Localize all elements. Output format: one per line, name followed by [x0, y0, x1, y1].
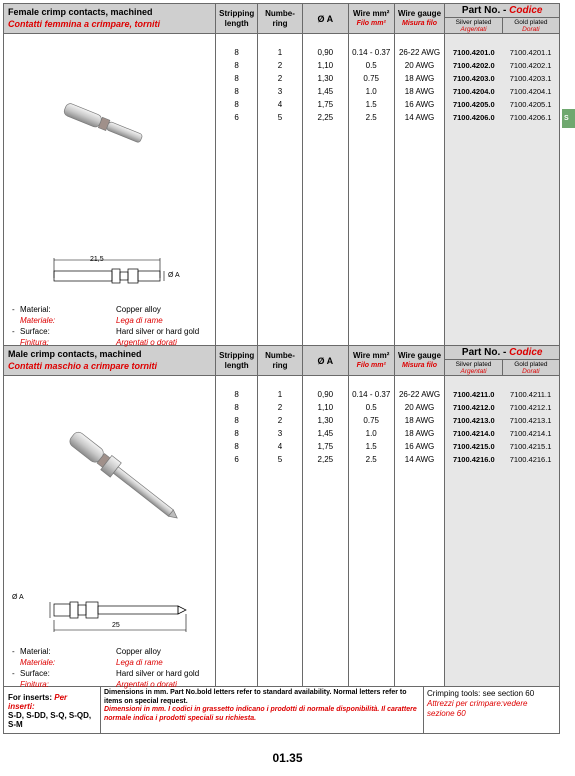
- header-numbering: [258, 346, 303, 375]
- female-gauge-cell: 20 AWG: [404, 61, 435, 70]
- female-gauge-cell: 14 AWG: [404, 113, 435, 122]
- male-surface-value-it: Argentati o dorati: [116, 680, 177, 689]
- female-material-dash: -: [12, 305, 15, 314]
- header-part-sub: [445, 359, 559, 375]
- header-part-title: [445, 4, 559, 17]
- female-numbering-col: [258, 34, 303, 345]
- female-oa-label: Ø A: [168, 272, 180, 279]
- female-gold-cell: 7100.4202.1: [509, 61, 552, 70]
- footer-note-en: Dimensions in mm. Part No.bold letters refer to standard availability. Normal letters refer to items on special request.: [104, 689, 407, 705]
- female-numbering-cell: 2: [277, 61, 283, 70]
- female-gauge-cell: 26-22 AWG: [398, 48, 441, 57]
- male-oa-cell: 1,30: [317, 416, 334, 425]
- male-material-label-it: Materiale:: [20, 658, 56, 667]
- female-numbering-cell: 1: [277, 48, 283, 57]
- male-gauge-col: [395, 376, 446, 686]
- header-part: [445, 346, 559, 375]
- footer-tools-it: Attrezzi per crimpare:vedere sezione 60: [427, 699, 528, 718]
- header-wire-en: Wire mm²: [352, 8, 390, 18]
- female-wire-cell: 2.5: [365, 113, 377, 122]
- female-wire-cell: 0.14 - 0.37: [352, 48, 391, 57]
- header-part: [445, 4, 559, 33]
- footer-tools: [424, 687, 559, 733]
- female-title: Female crimp contacts, machined: [8, 7, 153, 17]
- male-wire-cell: 1.0: [365, 429, 377, 438]
- male-material-dash: -: [12, 647, 15, 656]
- female-surface-dash: -: [12, 327, 15, 336]
- female-gauge-cell: 16 AWG: [404, 100, 435, 109]
- male-gold-cell: 7100.4214.1: [509, 429, 552, 438]
- header-gauge-en: Wire gauge: [397, 8, 442, 18]
- header-wire-en: Wire mm²: [352, 350, 390, 360]
- female-dimension-label: 21,5: [90, 256, 104, 263]
- male-stripping-cell: 8: [234, 416, 239, 425]
- footer-inserts-list: S-D, S-DD, S-Q, S-QD, S-M: [8, 711, 92, 729]
- male-gauge-cell: 18 AWG: [404, 416, 435, 425]
- male-wire-cell: 1.5: [365, 442, 377, 451]
- male-oa-cell: 1,10: [317, 403, 334, 412]
- female-silver-cell: 7100.4204.0: [452, 87, 495, 96]
- header-part-en: Part No.: [461, 5, 501, 16]
- female-oa-cell: 1,10: [317, 61, 334, 70]
- male-oa-cell: 0,90: [317, 390, 334, 399]
- male-stripping-cell: 8: [234, 403, 239, 412]
- female-material-label-it: Materiale:: [20, 316, 56, 325]
- header-stripping: [216, 346, 258, 375]
- header-silver-it: Argentati: [460, 368, 487, 375]
- male-material-value: Copper alloy: [116, 647, 161, 656]
- male-gold-cell: 7100.4211.1: [510, 390, 552, 399]
- female-silver-col: [445, 34, 502, 345]
- female-wire-col: [349, 34, 395, 345]
- female-oa-cell: 1,30: [317, 74, 334, 83]
- male-gold-cell: 7100.4215.1: [509, 442, 552, 451]
- female-wire-cell: 0.5: [365, 61, 377, 70]
- male-dimension-label: 25: [112, 622, 120, 629]
- female-stripping-cell: 6: [234, 113, 239, 122]
- female-wire-cell: 1.5: [365, 100, 377, 109]
- male-surface-dash: -: [12, 669, 15, 678]
- male-oa-cell: 2,25: [317, 455, 334, 464]
- male-numbering-cell: 1: [277, 390, 283, 399]
- male-wire-cell: 0.5: [365, 403, 377, 412]
- male-contact-image: [56, 428, 196, 528]
- header-stripping-2: length: [224, 360, 249, 370]
- datasheet: [3, 3, 560, 734]
- female-header-row: [4, 4, 559, 34]
- female-body-row: [4, 34, 559, 346]
- header-numbering-2: ring: [272, 18, 288, 28]
- female-oa-col: [303, 34, 349, 345]
- female-material-label: Material:: [20, 305, 51, 314]
- male-silver-cell: 7100.4214.0: [452, 429, 495, 438]
- male-gauge-cell: 20 AWG: [404, 403, 435, 412]
- male-numbering-cell: 3: [277, 429, 283, 438]
- male-stripping-cell: 6: [234, 455, 239, 464]
- header-numbering-1: Numbe-: [265, 350, 295, 360]
- male-silver-cell: 7100.4216.0: [452, 455, 495, 464]
- female-gauge-cell: 18 AWG: [404, 74, 435, 83]
- male-numbering-cell: 2: [277, 403, 283, 412]
- female-wire-cell: 1.0: [365, 87, 377, 96]
- footer-inserts: [4, 687, 101, 733]
- footer-note-it: Dimensioni in mm. I codici in grassetto indicano i prodotti di normale disponibilità. Il carattere normale indica i prodotti speciali su richiesta.: [104, 706, 417, 722]
- header-stripping-1: Stripping: [219, 8, 255, 18]
- male-title-cell: [4, 346, 216, 375]
- female-gauge-col: [395, 34, 446, 345]
- male-oa-col: [303, 376, 349, 686]
- female-stripping-cell: 8: [234, 74, 239, 83]
- male-dimension-drawing: [40, 598, 200, 638]
- male-surface-label: Surface:: [20, 669, 50, 678]
- male-oa-cell: 1,45: [317, 429, 334, 438]
- header-silver: [445, 18, 502, 33]
- male-header-row: [4, 346, 559, 376]
- female-stripping-cell: 8: [234, 61, 239, 70]
- header-oa: Ø A: [303, 346, 349, 375]
- female-material-value-it: Lega di rame: [116, 316, 163, 325]
- male-wire-cell: 0.75: [363, 416, 379, 425]
- male-silver-cell: 7100.4215.0: [452, 442, 495, 451]
- male-gold-col: [502, 376, 559, 686]
- footer: [4, 687, 559, 733]
- male-silver-cell: 7100.4211.0: [453, 390, 495, 399]
- male-stripping-cell: 8: [234, 429, 239, 438]
- header-gauge-it: Misura filo: [401, 361, 437, 369]
- female-oa-cell: 0,90: [317, 48, 334, 57]
- header-gauge-it: Misura filo: [401, 19, 437, 27]
- header-silver-en: Silver plated: [455, 361, 492, 368]
- header-gauge-en: Wire gauge: [397, 350, 442, 360]
- header-part-sep: -: [500, 5, 510, 16]
- male-stripping-col: [216, 376, 258, 686]
- header-gauge: [395, 346, 446, 375]
- female-surface-label: Surface:: [20, 327, 50, 336]
- female-numbering-cell: 5: [277, 113, 283, 122]
- male-material-label: Material:: [20, 647, 51, 656]
- female-numbering-cell: 4: [277, 100, 283, 109]
- female-silver-cell: 7100.4201.0: [452, 48, 495, 57]
- female-surface-value: Hard silver or hard gold: [116, 327, 200, 336]
- male-gold-cell: 7100.4213.1: [509, 416, 552, 425]
- header-gold: [503, 18, 559, 33]
- male-surface-label-it: Finitura:: [20, 680, 49, 689]
- male-body-row: [4, 376, 559, 687]
- header-numbering-1: Numbe-: [265, 8, 295, 18]
- male-gold-cell: 7100.4212.1: [509, 403, 552, 412]
- male-description: [4, 376, 216, 689]
- male-title: Male crimp contacts, machined: [8, 349, 142, 359]
- header-silver-en: Silver plated: [455, 19, 492, 26]
- female-oa-cell: 1,75: [317, 100, 334, 109]
- header-numbering: [258, 4, 303, 33]
- header-wire: [349, 346, 395, 375]
- header-oa: Ø A: [303, 4, 349, 33]
- female-gauge-cell: 18 AWG: [404, 87, 435, 96]
- male-gauge-cell: 14 AWG: [404, 455, 435, 464]
- section-tab[interactable]: S D: [562, 109, 575, 128]
- male-surface-value: Hard silver or hard gold: [116, 669, 200, 678]
- male-wire-cell: 0.14 - 0.37: [352, 390, 391, 399]
- male-silver-col: [445, 376, 502, 686]
- header-wire-it: Filo mm²: [356, 19, 386, 27]
- male-gauge-cell: 26-22 AWG: [398, 390, 441, 399]
- male-oa-cell: 1,75: [317, 442, 334, 451]
- female-material: [12, 304, 199, 348]
- female-part-col: [445, 34, 559, 345]
- footer-note: [101, 687, 424, 733]
- female-gold-cell: 7100.4205.1: [509, 100, 552, 109]
- header-part-it: Codice: [509, 347, 543, 358]
- female-stripping-cell: 8: [234, 48, 239, 57]
- female-surface-value-it: Argentati o dorati: [116, 338, 177, 347]
- female-gold-cell: 7100.4203.1: [509, 74, 552, 83]
- male-wire-col: [349, 376, 395, 686]
- female-title-it: Contatti femmina a crimpare, torniti: [8, 19, 161, 29]
- female-contact-image: [56, 89, 151, 159]
- female-oa-cell: 2,25: [317, 113, 334, 122]
- male-title-it: Contatti maschio a crimpare torniti: [8, 361, 158, 371]
- header-gold-en: Gold plated: [514, 361, 548, 368]
- male-part-col: [445, 376, 559, 686]
- header-numbering-2: ring: [272, 360, 288, 370]
- header-wire: [349, 4, 395, 33]
- footer-tools-en: Crimping tools: see section 60: [427, 689, 535, 698]
- female-stripping-cell: 8: [234, 100, 239, 109]
- header-part-sub: [445, 17, 559, 33]
- header-part-title: [445, 346, 559, 359]
- male-gold-cell: 7100.4216.1: [509, 455, 552, 464]
- female-material-value: Copper alloy: [116, 305, 161, 314]
- female-gold-cell: 7100.4204.1: [509, 87, 552, 96]
- male-numbering-cell: 4: [277, 442, 283, 451]
- header-silver-it: Argentati: [460, 26, 487, 33]
- female-gold-cell: 7100.4206.1: [509, 113, 552, 122]
- female-silver-cell: 7100.4202.0: [452, 61, 495, 70]
- header-stripping: [216, 4, 258, 33]
- header-stripping-2: length: [224, 18, 249, 28]
- female-title-cell: [4, 4, 216, 33]
- male-stripping-cell: 8: [234, 442, 239, 451]
- page-number: 01.35: [272, 751, 303, 765]
- header-gold-it: Dorati: [522, 26, 540, 33]
- header-part-sep: -: [500, 347, 510, 358]
- female-silver-cell: 7100.4203.0: [452, 74, 495, 83]
- header-wire-it: Filo mm²: [356, 361, 386, 369]
- male-gauge-cell: 18 AWG: [404, 429, 435, 438]
- female-stripping-col: [216, 34, 258, 345]
- header-stripping-1: Stripping: [219, 350, 255, 360]
- male-numbering-cell: 5: [277, 455, 283, 464]
- female-wire-cell: 0.75: [363, 74, 379, 83]
- male-silver-cell: 7100.4212.0: [452, 403, 495, 412]
- female-gold-col: [502, 34, 559, 345]
- female-oa-cell: 1,45: [317, 87, 334, 96]
- header-gold-en: Gold plated: [514, 19, 548, 26]
- male-numbering-cell: 2: [277, 416, 283, 425]
- female-silver-cell: 7100.4206.0: [452, 113, 495, 122]
- footer-inserts-it: Per inserti:: [8, 693, 68, 711]
- header-silver: [445, 360, 502, 375]
- female-gold-cell: 7100.4201.1: [509, 48, 552, 57]
- female-numbering-cell: 2: [277, 74, 283, 83]
- male-silver-cell: 7100.4213.0: [452, 416, 495, 425]
- male-material-value-it: Lega di rame: [116, 658, 163, 667]
- header-gauge: [395, 4, 446, 33]
- female-numbering-cell: 3: [277, 87, 283, 96]
- male-numbering-col: [258, 376, 303, 686]
- male-oa-label: Ø A: [12, 594, 24, 601]
- header-gold: [503, 360, 559, 375]
- male-wire-cell: 2.5: [365, 455, 377, 464]
- female-description: [4, 34, 216, 345]
- male-gauge-cell: 16 AWG: [404, 442, 435, 451]
- female-stripping-cell: 8: [234, 87, 239, 96]
- footer-inserts-en: For inserts:: [8, 693, 53, 702]
- header-gold-it: Dorati: [522, 368, 540, 375]
- female-surface-label-it: Finitura:: [20, 338, 49, 347]
- female-silver-cell: 7100.4205.0: [452, 100, 495, 109]
- male-stripping-cell: 8: [234, 390, 239, 399]
- male-material: [12, 646, 199, 690]
- header-part-en: Part No.: [461, 347, 501, 358]
- header-part-it: Codice: [509, 5, 543, 16]
